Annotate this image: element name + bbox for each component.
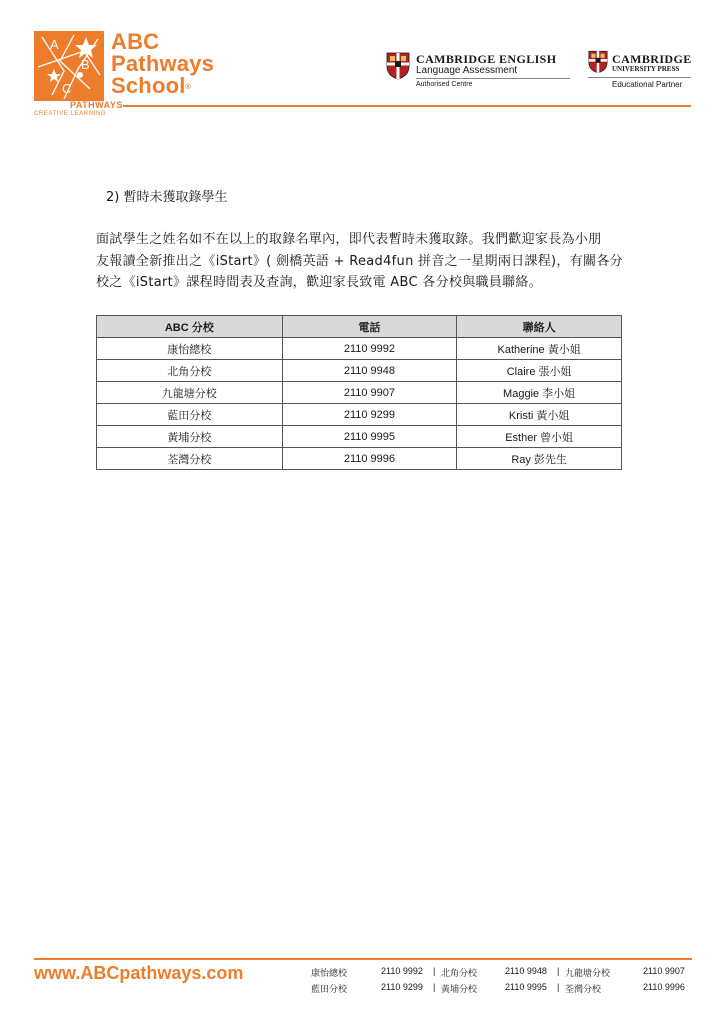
contact-cell: Claire 張小姐 <box>457 360 622 382</box>
cambridge-english-title: CAMBRIDGE ENGLISH <box>416 52 557 66</box>
branch-cell: 黃埔分校 <box>97 426 283 448</box>
branch-cell: 藍田分校 <box>97 404 283 426</box>
phone-cell: 2110 9907 <box>282 382 457 404</box>
table-row <box>97 338 622 360</box>
footer-separator: | <box>557 982 560 992</box>
logo-letter-c: C <box>62 81 72 96</box>
school-name-line-2: Pathways <box>111 51 215 76</box>
table-row <box>97 360 622 382</box>
footer-branch: 康怡總校 <box>311 968 348 978</box>
table-row <box>97 448 622 470</box>
school-name-line-1: ABC <box>111 29 160 54</box>
phone-cell: 2110 9995 <box>282 426 457 448</box>
footer-separator: | <box>433 982 436 992</box>
paragraph-line: 校之《iStart》課程時間表及查詢，歡迎家長致電 ABC 各分校與職員聯絡。 <box>96 275 542 290</box>
notice-paragraph <box>96 229 636 294</box>
school-name-line-3: School® <box>111 73 191 98</box>
phone-cell: 2110 9996 <box>282 448 457 470</box>
phone-cell: 2110 9299 <box>282 404 457 426</box>
contact-cell: Kristi 黃小姐 <box>457 404 622 426</box>
footer-phone: 2110 9992 <box>381 966 423 976</box>
branch-cell: 北角分校 <box>97 360 283 382</box>
logo-sub-text: PATHWAYS <box>70 100 123 110</box>
cambridge-english-shield-icon <box>386 52 410 80</box>
contact-cell: Maggie 李小姐 <box>457 382 622 404</box>
logo-letter-a: A <box>50 37 59 52</box>
branch-cell: 九龍塘分校 <box>97 382 283 404</box>
footer-phone: 2110 9299 <box>381 982 423 992</box>
footer-separator: | <box>433 966 436 976</box>
paragraph-line: 面試學生之姓名如不在以上的取錄名單內，即代表暫時未獲取錄。我們歡迎家長為小朋 <box>96 232 602 247</box>
footer-branch: 藍田分校 <box>311 984 348 994</box>
logo-tagline: CREATIVE LEARNING <box>34 111 107 117</box>
table-row <box>97 382 622 404</box>
contact-cell: Esther 曾小姐 <box>457 426 622 448</box>
phone-cell: 2110 9992 <box>282 338 457 360</box>
footer-branch: 黃埔分校 <box>441 984 478 994</box>
header-branch: ABC 分校 <box>97 316 283 338</box>
paragraph-line: 友報讀全新推出之《iStart》( 劍橋英語 + Read4fun 拼音之一星期兩日課程)，有關各分 <box>96 253 623 269</box>
cambridge-press-rule <box>588 77 691 78</box>
cambridge-press-subtitle: UNIVERSITY PRESS <box>612 65 680 73</box>
school-name <box>111 31 214 97</box>
footer-phone: 2110 9907 <box>643 966 685 976</box>
footer-phone: 2110 9996 <box>643 982 685 992</box>
table-header-row <box>97 316 622 338</box>
cambridge-english-tag: Authorised Centre <box>416 81 473 88</box>
contact-cell: Ray 彭先生 <box>457 448 622 470</box>
footer-branch: 北角分校 <box>441 968 478 978</box>
footer-separator: | <box>557 966 560 976</box>
logo-letter-b: B <box>81 57 90 72</box>
phone-cell: 2110 9948 <box>282 360 457 382</box>
footer-phone: 2110 9995 <box>505 982 547 992</box>
website-link[interactable]: www.ABCpathways.com <box>34 963 244 983</box>
school-logo-icon <box>34 31 104 101</box>
cambridge-english-rule <box>416 78 570 79</box>
footer-branch: 九龍塘分校 <box>565 968 611 978</box>
section-title: 2) 暫時未獲取錄學生 <box>106 190 228 205</box>
header-divider <box>123 105 691 107</box>
cambridge-press-shield-icon <box>588 50 608 74</box>
footer-divider <box>34 958 692 960</box>
registered-mark: ® <box>185 84 191 91</box>
branch-cell: 荃灣分校 <box>97 448 283 470</box>
branch-contact-table <box>96 315 622 470</box>
cambridge-english-subtitle: Language Assessment <box>416 65 518 76</box>
cambridge-press-tag: Educational Partner <box>612 80 683 89</box>
contact-cell: Katherine 黃小姐 <box>457 338 622 360</box>
header-phone: 電話 <box>282 316 457 338</box>
table-row <box>97 404 622 426</box>
branch-cell: 康怡總校 <box>97 338 283 360</box>
footer-branch: 荃灣分校 <box>565 984 602 994</box>
footer-phone: 2110 9948 <box>505 966 547 976</box>
table-row <box>97 426 622 448</box>
school-logo-emblem <box>34 31 104 101</box>
header-contact: 聯絡人 <box>457 316 622 338</box>
cambridge-press-title: CAMBRIDGE <box>612 52 692 66</box>
